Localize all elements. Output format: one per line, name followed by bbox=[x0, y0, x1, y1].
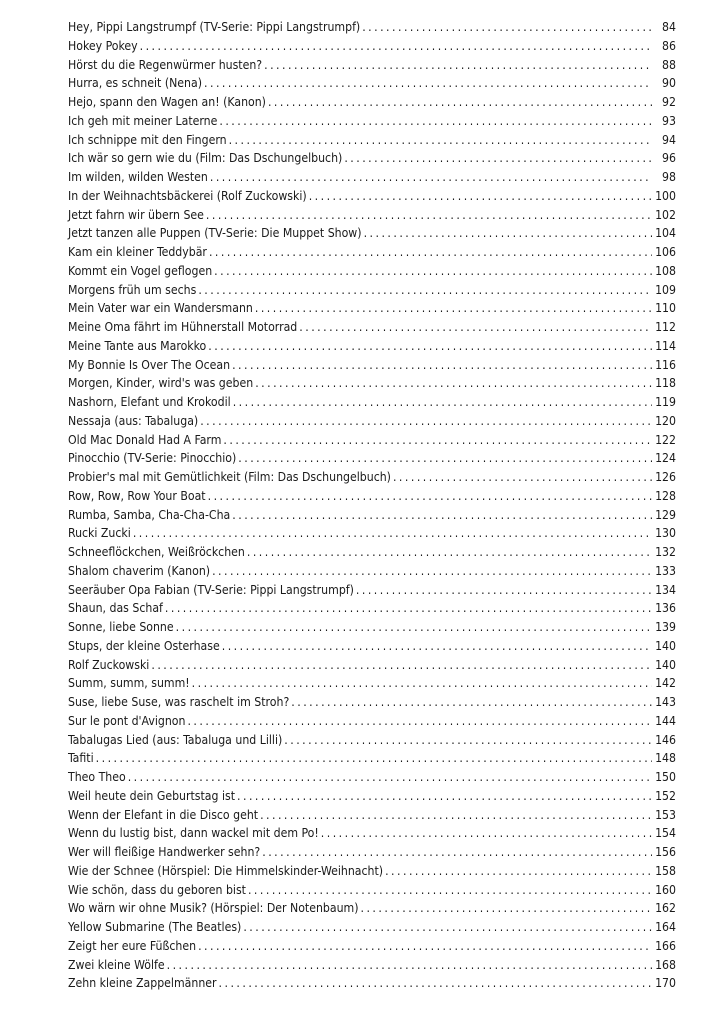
entry-title: Nessaja (aus: Tabaluga) bbox=[68, 413, 199, 428]
dot-leader bbox=[209, 243, 652, 262]
toc-entry bbox=[68, 74, 676, 93]
toc-entry bbox=[68, 506, 676, 525]
toc-entry bbox=[68, 824, 676, 843]
entry-page-number: 104 bbox=[655, 226, 676, 241]
dot-leader bbox=[208, 337, 652, 356]
toc-entry bbox=[68, 468, 676, 487]
entry-title: Jetzt fahrn wir übern See bbox=[68, 207, 204, 222]
entry-title: Rumba, Samba, Cha-Cha-Cha bbox=[68, 507, 231, 522]
dot-leader bbox=[210, 168, 652, 187]
entry-page-number: 156 bbox=[655, 845, 676, 859]
toc-entry bbox=[68, 693, 676, 712]
entry-page-number: 134 bbox=[655, 582, 676, 597]
toc-entry bbox=[68, 487, 676, 506]
toc-entry bbox=[68, 168, 676, 187]
entry-title: Wenn du lustig bist, dann wackel mit dem Po! bbox=[68, 826, 319, 841]
toc-entry bbox=[68, 431, 676, 450]
dot-leader bbox=[229, 131, 652, 150]
dot-leader bbox=[299, 318, 652, 337]
entry-page-number: 170 bbox=[655, 976, 676, 991]
toc-entry bbox=[68, 56, 676, 75]
dot-leader bbox=[255, 374, 652, 393]
entry-page-number: 88 bbox=[662, 57, 676, 72]
dot-leader bbox=[233, 393, 652, 412]
dot-leader bbox=[361, 899, 653, 918]
entry-title: Stups, der kleine Osterhase bbox=[68, 638, 220, 653]
dot-leader bbox=[192, 674, 652, 693]
toc-entry bbox=[68, 93, 676, 112]
entry-title: Sur le pont d'Avignon bbox=[68, 713, 186, 728]
entry-page-number: 152 bbox=[655, 788, 676, 803]
toc-entry bbox=[68, 449, 676, 468]
entry-title: Rolf Zuckowski bbox=[68, 657, 150, 672]
entry-title: Summ, summ, summ! bbox=[68, 676, 190, 691]
toc-entry bbox=[68, 543, 676, 562]
entry-page-number: 106 bbox=[655, 245, 676, 259]
entry-page-number: 90 bbox=[662, 76, 676, 91]
entry-title: Theo Theo bbox=[68, 770, 126, 784]
toc-entry bbox=[68, 974, 676, 993]
entry-page-number: 158 bbox=[655, 863, 676, 878]
dot-leader bbox=[248, 881, 652, 900]
entry-page-number: 133 bbox=[655, 563, 676, 578]
entry-page-number: 98 bbox=[662, 170, 676, 184]
toc-entry bbox=[68, 412, 676, 431]
toc-entry bbox=[68, 637, 676, 656]
entry-page-number: 102 bbox=[655, 207, 676, 222]
entry-title: Seeräuber Opa Fabian (TV-Serie: Pippi Langstrumpf) bbox=[68, 582, 354, 597]
dot-leader bbox=[255, 299, 652, 318]
dot-leader bbox=[214, 262, 652, 281]
entry-page-number: 139 bbox=[655, 620, 676, 634]
entry-title: Hejo, spann den Wagen an! (Kanon) bbox=[68, 95, 266, 109]
entry-page-number: 96 bbox=[662, 151, 676, 166]
dot-leader bbox=[362, 18, 652, 37]
toc-entry bbox=[68, 618, 676, 637]
entry-title: Jetzt tanzen alle Puppen (TV-Serie: Die Muppet Show) bbox=[68, 226, 362, 241]
entry-page-number: 110 bbox=[655, 301, 676, 316]
dot-leader bbox=[385, 862, 652, 881]
toc-entry bbox=[68, 731, 676, 750]
toc-entry bbox=[68, 224, 676, 243]
dot-leader bbox=[264, 56, 652, 75]
dot-leader bbox=[247, 543, 652, 562]
entry-title: Kam ein kleiner Teddybär bbox=[68, 245, 207, 259]
dot-leader bbox=[187, 712, 652, 731]
entry-page-number: 129 bbox=[655, 507, 676, 522]
entry-page-number: 153 bbox=[655, 807, 676, 822]
dot-leader bbox=[133, 524, 652, 543]
entry-page-number: 109 bbox=[655, 282, 676, 297]
entry-page-number: 168 bbox=[655, 957, 676, 972]
toc-entry bbox=[68, 937, 676, 956]
entry-page-number: 116 bbox=[655, 357, 676, 372]
toc-entry bbox=[68, 749, 676, 768]
dot-leader bbox=[212, 562, 652, 581]
entry-title: Schneeflöckchen, Weißröckchen bbox=[68, 545, 245, 559]
toc-entry bbox=[68, 581, 676, 600]
dot-leader bbox=[204, 74, 652, 93]
toc-entry bbox=[68, 337, 676, 356]
entry-title: Zeigt her eure Füßchen bbox=[68, 938, 197, 953]
toc-entry bbox=[68, 318, 676, 337]
dot-leader bbox=[260, 806, 652, 825]
entry-title: Wer will fleißige Handwerker sehn? bbox=[68, 845, 261, 859]
dot-leader bbox=[165, 599, 652, 618]
toc-entry bbox=[68, 674, 676, 693]
entry-page-number: 154 bbox=[655, 826, 676, 841]
entry-page-number: 118 bbox=[655, 376, 676, 391]
entry-title: Weil heute dein Geburtstag ist bbox=[68, 788, 236, 803]
toc-entry bbox=[68, 243, 676, 262]
entry-title: Im wilden, wilden Westen bbox=[68, 170, 208, 184]
dot-leader bbox=[393, 468, 652, 487]
entry-title: Old Mac Donald Had A Farm bbox=[68, 432, 222, 447]
toc-entry bbox=[68, 37, 676, 56]
entry-page-number: 120 bbox=[655, 413, 676, 428]
dot-leader bbox=[222, 637, 652, 656]
entry-title: Kommt ein Vogel geflogen bbox=[68, 263, 213, 278]
entry-page-number: 84 bbox=[662, 20, 676, 34]
toc-entry bbox=[68, 918, 676, 937]
dot-leader bbox=[309, 187, 652, 206]
dot-leader bbox=[321, 824, 652, 843]
entry-page-number: 94 bbox=[662, 132, 676, 147]
entry-page-number: 140 bbox=[655, 657, 676, 672]
dot-leader bbox=[243, 918, 652, 937]
entry-title: Nashorn, Elefant und Krokodil bbox=[68, 395, 231, 409]
entry-title: Zehn kleine Zappelmänner bbox=[68, 976, 217, 991]
entry-page-number: 136 bbox=[655, 601, 676, 616]
table-of-contents bbox=[68, 18, 676, 993]
entry-title: My Bonnie Is Over The Ocean bbox=[68, 357, 231, 372]
entry-title: Morgens früh um sechs bbox=[68, 282, 197, 297]
entry-page-number: 86 bbox=[662, 38, 676, 53]
entry-page-number: 93 bbox=[662, 113, 676, 128]
entry-title: Morgen, Kinder, wird's was geben bbox=[68, 376, 254, 391]
entry-page-number: 122 bbox=[655, 432, 676, 447]
entry-title: Row, Row, Row Your Boat bbox=[68, 488, 206, 503]
entry-page-number: 126 bbox=[655, 470, 676, 484]
entry-title: Probier's mal mit Gemütlichkeit (Film: Das Dschungelbuch) bbox=[68, 470, 391, 484]
dot-leader bbox=[344, 149, 652, 168]
entry-title: Wie der Schnee (Hörspiel: Die Himmelskinder-Weihnacht) bbox=[68, 863, 384, 878]
entry-title: Hokey Pokey bbox=[68, 38, 138, 53]
toc-entry bbox=[68, 374, 676, 393]
dot-leader bbox=[208, 487, 652, 506]
toc-entry bbox=[68, 862, 676, 881]
toc-entry bbox=[68, 768, 676, 787]
entry-page-number: 162 bbox=[655, 901, 676, 916]
dot-leader bbox=[238, 449, 652, 468]
entry-page-number: 114 bbox=[655, 338, 676, 353]
toc-entry bbox=[68, 393, 676, 412]
entry-page-number: 140 bbox=[655, 638, 676, 653]
toc-entry bbox=[68, 562, 676, 581]
entry-page-number: 130 bbox=[655, 526, 676, 541]
dot-leader bbox=[140, 37, 652, 56]
dot-leader bbox=[268, 93, 652, 112]
entry-title: Zwei kleine Wölfe bbox=[68, 957, 165, 972]
entry-page-number: 124 bbox=[655, 451, 676, 466]
entry-title: Tabalugas Lied (aus: Tabaluga und Lilli) bbox=[68, 732, 283, 747]
entry-title: Wenn der Elefant in die Disco geht bbox=[68, 807, 259, 822]
entry-title: Shalom chaverim (Kanon) bbox=[68, 563, 211, 578]
dot-leader bbox=[200, 412, 652, 431]
dot-leader bbox=[237, 787, 652, 806]
entry-title: Tafiti bbox=[68, 751, 94, 766]
entry-title: Hörst du die Regenwürmer husten? bbox=[68, 57, 263, 72]
toc-entry bbox=[68, 206, 676, 225]
entry-page-number: 144 bbox=[655, 713, 676, 728]
entry-page-number: 166 bbox=[655, 938, 676, 953]
entry-title: Mein Vater war ein Wandersmann bbox=[68, 301, 253, 316]
entry-page-number: 146 bbox=[655, 732, 676, 747]
entry-page-number: 128 bbox=[655, 488, 676, 503]
toc-entry bbox=[68, 806, 676, 825]
entry-title: Ich wär so gern wie du (Film: Das Dschungelbuch) bbox=[68, 151, 343, 166]
entry-title: Pinocchio (TV-Serie: Pinocchio) bbox=[68, 451, 237, 466]
toc-entry bbox=[68, 187, 676, 206]
entry-page-number: 132 bbox=[655, 545, 676, 559]
entry-title: Meine Tante aus Marokko bbox=[68, 338, 207, 353]
entry-page-number: 108 bbox=[655, 263, 676, 278]
entry-page-number: 119 bbox=[655, 395, 676, 409]
toc-entry bbox=[68, 524, 676, 543]
entry-page-number: 142 bbox=[655, 676, 676, 691]
toc-entry bbox=[68, 656, 676, 675]
toc-entry bbox=[68, 149, 676, 168]
toc-entry bbox=[68, 356, 676, 375]
toc-entry bbox=[68, 281, 676, 300]
dot-leader bbox=[262, 843, 652, 862]
dot-leader bbox=[198, 281, 652, 300]
dot-leader bbox=[96, 749, 652, 768]
toc-entry bbox=[68, 299, 676, 318]
entry-page-number: 148 bbox=[655, 751, 676, 766]
entry-title: Wie schön, dass du geboren bist bbox=[68, 882, 246, 897]
entry-page-number: 164 bbox=[655, 920, 676, 934]
entry-title: Suse, liebe Suse, was raschelt im Stroh? bbox=[68, 695, 290, 709]
toc-entry bbox=[68, 899, 676, 918]
entry-title: Shaun, das Schaf bbox=[68, 601, 163, 616]
dot-leader bbox=[151, 656, 652, 675]
toc-entry bbox=[68, 131, 676, 150]
entry-title: In der Weihnachtsbäckerei (Rolf Zuckowski) bbox=[68, 188, 307, 203]
entry-title: Hurra, es schneit (Nena) bbox=[68, 76, 203, 91]
dot-leader bbox=[356, 581, 652, 600]
toc-entry bbox=[68, 787, 676, 806]
entry-title: Yellow Submarine (The Beatles) bbox=[68, 920, 242, 934]
entry-title: Ich schnippe mit den Fingern bbox=[68, 132, 227, 147]
entry-page-number: 143 bbox=[655, 695, 676, 709]
entry-page-number: 92 bbox=[662, 95, 676, 109]
dot-leader bbox=[128, 768, 652, 787]
toc-entry bbox=[68, 18, 676, 37]
dot-leader bbox=[219, 112, 652, 131]
entry-title: Sonne, liebe Sonne bbox=[68, 620, 174, 634]
entry-page-number: 160 bbox=[655, 882, 676, 897]
dot-leader bbox=[176, 618, 652, 637]
entry-title: Ich geh mit meiner Laterne bbox=[68, 113, 218, 128]
toc-entry bbox=[68, 881, 676, 900]
toc-entry bbox=[68, 843, 676, 862]
dot-leader bbox=[206, 206, 652, 225]
toc-entry bbox=[68, 712, 676, 731]
dot-leader bbox=[284, 731, 652, 750]
dot-leader bbox=[232, 506, 652, 525]
entry-title: Wo wärn wir ohne Musik? (Hörspiel: Der Notenbaum) bbox=[68, 901, 359, 916]
dot-leader bbox=[223, 431, 652, 450]
entry-page-number: 112 bbox=[655, 320, 676, 334]
dot-leader bbox=[167, 956, 652, 975]
dot-leader bbox=[219, 974, 652, 993]
toc-entry bbox=[68, 599, 676, 618]
entry-page-number: 150 bbox=[655, 770, 676, 784]
dot-leader bbox=[198, 937, 652, 956]
entry-page-number: 100 bbox=[655, 188, 676, 203]
entry-title: Hey, Pippi Langstrumpf (TV-Serie: Pippi Langstrumpf) bbox=[68, 20, 361, 34]
toc-entry bbox=[68, 956, 676, 975]
entry-title: Meine Oma fährt im Hühnerstall Motorrad bbox=[68, 320, 298, 334]
dot-leader bbox=[291, 693, 652, 712]
toc-entry bbox=[68, 112, 676, 131]
dot-leader bbox=[364, 224, 652, 243]
dot-leader bbox=[232, 356, 652, 375]
toc-entry bbox=[68, 262, 676, 281]
entry-title: Rucki Zucki bbox=[68, 526, 131, 541]
